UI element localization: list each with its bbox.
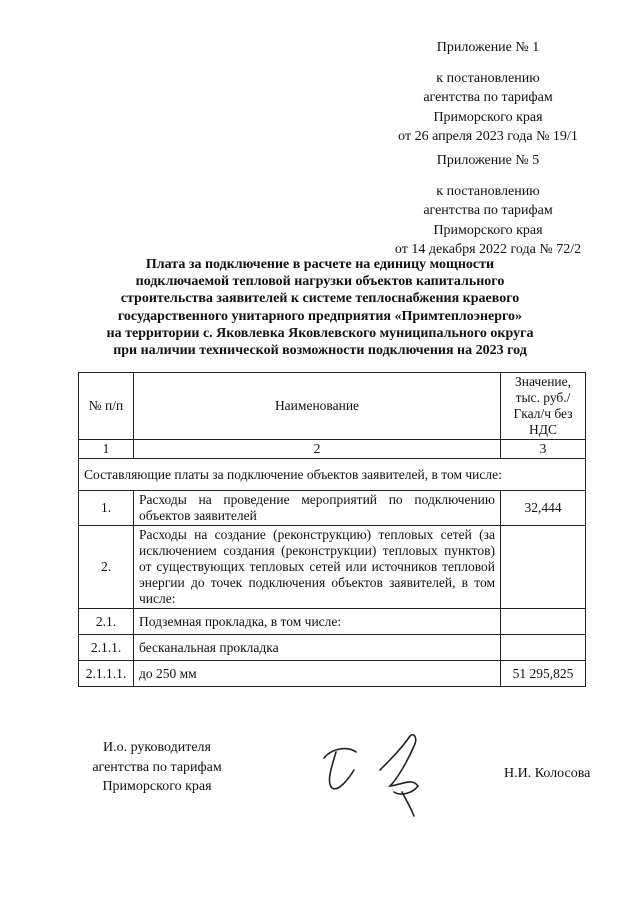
annex-5-line: к постановлению bbox=[436, 183, 540, 199]
signatory-position-line: И.о. руководителя bbox=[102, 740, 211, 755]
signatory-name: Н.И. Колосова bbox=[504, 766, 591, 781]
header-value: Значение, тыс. руб./Гкал/ч без НДС bbox=[501, 373, 586, 440]
table-header-row bbox=[79, 373, 586, 440]
handwritten-signature bbox=[318, 730, 438, 820]
annex-5-line: от 14 декабря 2022 года № 72/2 bbox=[394, 242, 582, 257]
row-name: Подземная прокладка, в том числе: bbox=[134, 609, 501, 635]
document-title-line: на территории с. Яковлевка Яковлевского муниципального округа bbox=[106, 325, 534, 341]
header-name: Наименование bbox=[134, 373, 501, 440]
signatory-position bbox=[82, 738, 232, 797]
row-num: 2.1. bbox=[79, 609, 134, 635]
table-row bbox=[79, 635, 586, 661]
document-title-line: подключаемой тепловой нагрузки объектов капитального bbox=[135, 274, 505, 290]
header-num: № п/п bbox=[79, 373, 134, 440]
annex-1-block bbox=[368, 38, 608, 147]
column-number: 3 bbox=[501, 440, 586, 459]
row-name: Расходы на создание (реконструкцию) тепловых сетей (за исключением создания (реконструкции) тепловых пунктов) от существующих тепловых сетей или источников тепловой энергии до точек подключения объектов заявителей, в том числе: bbox=[134, 526, 501, 609]
row-value bbox=[501, 635, 586, 661]
column-number-row bbox=[79, 440, 586, 459]
row-value: 32,444 bbox=[501, 491, 586, 526]
row-value bbox=[501, 609, 586, 635]
table-row bbox=[79, 526, 586, 609]
row-value: 51 295,825 bbox=[501, 661, 586, 687]
annex-5-line: Приморского края bbox=[433, 222, 543, 238]
signatory-position-line: агентства по тарифам bbox=[92, 759, 222, 775]
annex-5-title: Приложение № 5 bbox=[436, 153, 540, 168]
document-title-line: при наличии технической возможности подключения на 2023 год bbox=[113, 343, 527, 359]
table-row bbox=[79, 661, 586, 687]
table-row bbox=[79, 491, 586, 526]
row-value bbox=[501, 526, 586, 609]
section-title: Составляющие платы за подключение объектов заявителей, в том числе: bbox=[79, 459, 586, 491]
row-name: Расходы на проведение мероприятий по подключению объектов заявителей bbox=[134, 491, 501, 526]
document-title-line: строительства заявителей к системе теплоснабжения краевого bbox=[120, 291, 520, 307]
annex-1-line: от 26 апреля 2023 года № 19/1 bbox=[398, 129, 578, 144]
signatory-position-line: Приморского края bbox=[102, 779, 212, 794]
document-title-line: Плата за подключение в расчете на единицу мощности bbox=[145, 257, 495, 272]
document-title-line: государственного унитарного предприятия «Примтеплоэнерго» bbox=[117, 308, 523, 324]
row-num: 2. bbox=[79, 526, 134, 609]
annex-1-line: к постановлению bbox=[436, 70, 540, 86]
row-num: 2.1.1.1. bbox=[79, 661, 134, 687]
annex-1-line: Приморского края bbox=[433, 109, 543, 125]
tariff-table bbox=[78, 372, 586, 687]
annex-1-title: Приложение № 1 bbox=[436, 40, 540, 55]
annex-1-line: агентства по тарифам bbox=[423, 90, 553, 105]
column-number: 1 bbox=[79, 440, 134, 459]
annex-5-line: агентства по тарифам bbox=[423, 203, 553, 218]
document-title bbox=[50, 256, 590, 359]
row-num: 1. bbox=[79, 491, 134, 526]
row-name: бесканальная прокладка bbox=[134, 635, 501, 661]
row-name: до 250 мм bbox=[134, 661, 501, 687]
section-row bbox=[79, 459, 586, 491]
row-num: 2.1.1. bbox=[79, 635, 134, 661]
column-number: 2 bbox=[134, 440, 501, 459]
annex-5-block bbox=[368, 151, 608, 260]
table-row bbox=[79, 609, 586, 635]
